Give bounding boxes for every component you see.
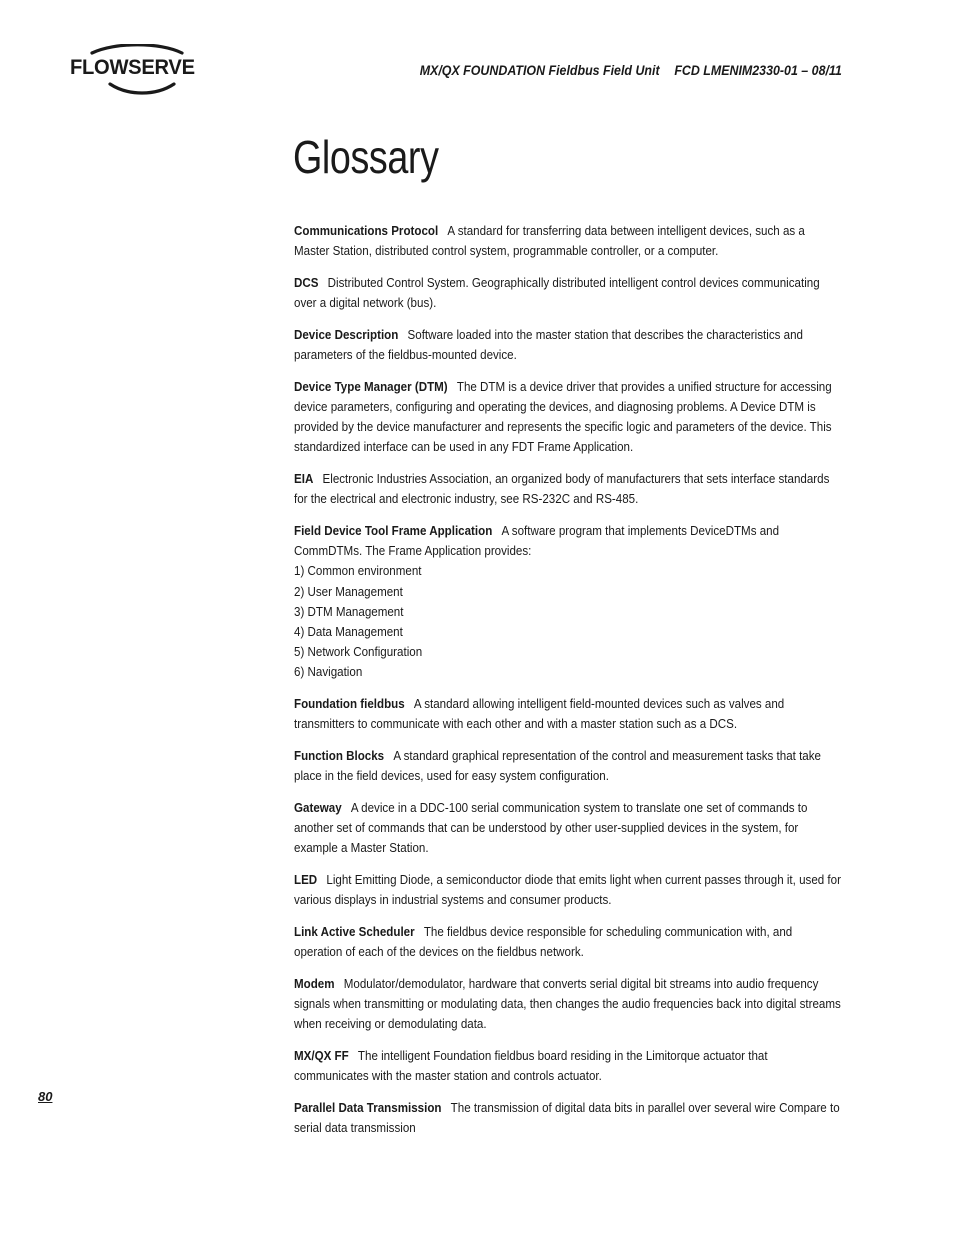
glossary-entry: [294, 221, 842, 261]
glossary-entry: [294, 377, 842, 458]
glossary-entry: [294, 746, 842, 786]
glossary-term: Foundation fieldbus: [294, 697, 405, 712]
glossary-list-item: 4) Data Management: [294, 624, 403, 639]
glossary-term: Parallel Data Transmission: [294, 1100, 442, 1115]
glossary-entry: [294, 325, 842, 365]
glossary-definition: A software program that implements DeviceDTMs and CommDTMs. The Frame Application provides:: [294, 523, 780, 559]
glossary-definition: Modulator/demodulator, hardware that converts serial digital bit streams into audio frequency signals when transmitting or modulating data, then changes the audio frequencies back into digital streams when receiving or demodulating data.: [294, 976, 841, 1032]
running-header: [420, 63, 842, 78]
logo-wordmark: FLOWSERVE: [70, 56, 195, 79]
glossary-list-item: 5) Network Configuration: [294, 645, 423, 660]
glossary-definition: The fieldbus device responsible for scheduling communication with, and operation of each of the devices on the fieldbus network.: [294, 924, 793, 960]
glossary-list-item: 3) DTM Management: [294, 604, 404, 619]
flowserve-logo: [70, 44, 206, 96]
glossary-entry: [294, 1046, 842, 1086]
glossary-entry: [294, 974, 842, 1035]
glossary-list: [294, 221, 842, 1150]
glossary-entry: [294, 469, 842, 509]
glossary-definition: A standard for transferring data between intelligent devices, such as a Master Station, distributed control system, programmable controller, or a computer.: [294, 224, 805, 259]
glossary-definition: A device in a DDC-100 serial communication system to translate one set of commands to another set of commands that can be understood by other user-supplied devices in the system, for example a Master Station.: [294, 800, 808, 856]
glossary-entry: [294, 870, 842, 910]
glossary-entry: [294, 521, 842, 683]
glossary-entry: [294, 798, 842, 859]
glossary-entry: [294, 273, 842, 313]
glossary-term: EIA: [294, 472, 314, 487]
glossary-term: Field Device Tool Frame Application: [294, 523, 493, 538]
document-title: MX/QX FOUNDATION Fieldbus Field Unit: [419, 63, 660, 78]
glossary-definition: The DTM is a device driver that provides a unified structure for accessing device parameters, configuring and operating the devices, and diagnosing problems. A Device DTM is provided by the device manufacturer and represents the specific logic and parameters of the device. This standardized interface can be used in any FDT Frame Application.: [294, 379, 832, 455]
glossary-definition: A standard allowing intelligent field-mounted devices such as valves and transmitters to communicate with each other and with a master station such as a DCS.: [294, 697, 785, 732]
glossary-list-item: 1) Common environment: [294, 564, 422, 579]
glossary-term: Modem: [294, 976, 335, 991]
glossary-term: Device Type Manager (DTM): [294, 379, 448, 394]
glossary-definition: Distributed Control System. Geographically distributed intelligent control devices communicating over a digital network (bus).: [294, 275, 820, 311]
glossary-term: DCS: [294, 275, 319, 290]
glossary-term: MX/QX FF: [294, 1048, 349, 1063]
glossary-definition: Light Emitting Diode, a semiconductor diode that emits light when current passes through it, used for various displays in industrial systems and consumer products.: [294, 872, 841, 908]
glossary-term: Gateway: [294, 800, 342, 815]
glossary-term: Device Description: [294, 327, 399, 342]
glossary-entry: [294, 922, 842, 962]
glossary-definition: A standard graphical representation of the control and measurement tasks that take place in the field devices, used for easy system configuration.: [294, 748, 821, 784]
glossary-item-list: [294, 561, 842, 682]
glossary-entry: [294, 1098, 842, 1138]
glossary-definition: Software loaded into the master station that describes the characteristics and parameters of the fieldbus-mounted device.: [294, 327, 803, 363]
glossary-definition: The transmission of digital data bits in parallel over several wire Compare to serial data transmission: [294, 1100, 840, 1136]
glossary-definition: The intelligent Foundation fieldbus board residing in the Limitorque actuator that communicates with the master station and controls actuator.: [294, 1048, 768, 1084]
glossary-definition: Electronic Industries Association, an organized body of manufacturers that sets interface standards for the electrical and electronic industry, see RS-232C and RS-485.: [294, 472, 830, 507]
page-number: 80: [38, 1089, 53, 1104]
glossary-term: Link Active Scheduler: [294, 924, 415, 939]
glossary-entry: [294, 694, 842, 734]
document-code: FCD LMENIM2330-01 – 08/11: [674, 63, 842, 78]
glossary-list-item: 6) Navigation: [294, 665, 363, 680]
page-title: Glossary: [293, 131, 439, 183]
glossary-term: Communications Protocol: [294, 224, 439, 238]
glossary-list-item: 2) User Management: [294, 584, 403, 599]
glossary-term: Function Blocks: [294, 748, 385, 763]
glossary-term: LED: [294, 872, 318, 887]
